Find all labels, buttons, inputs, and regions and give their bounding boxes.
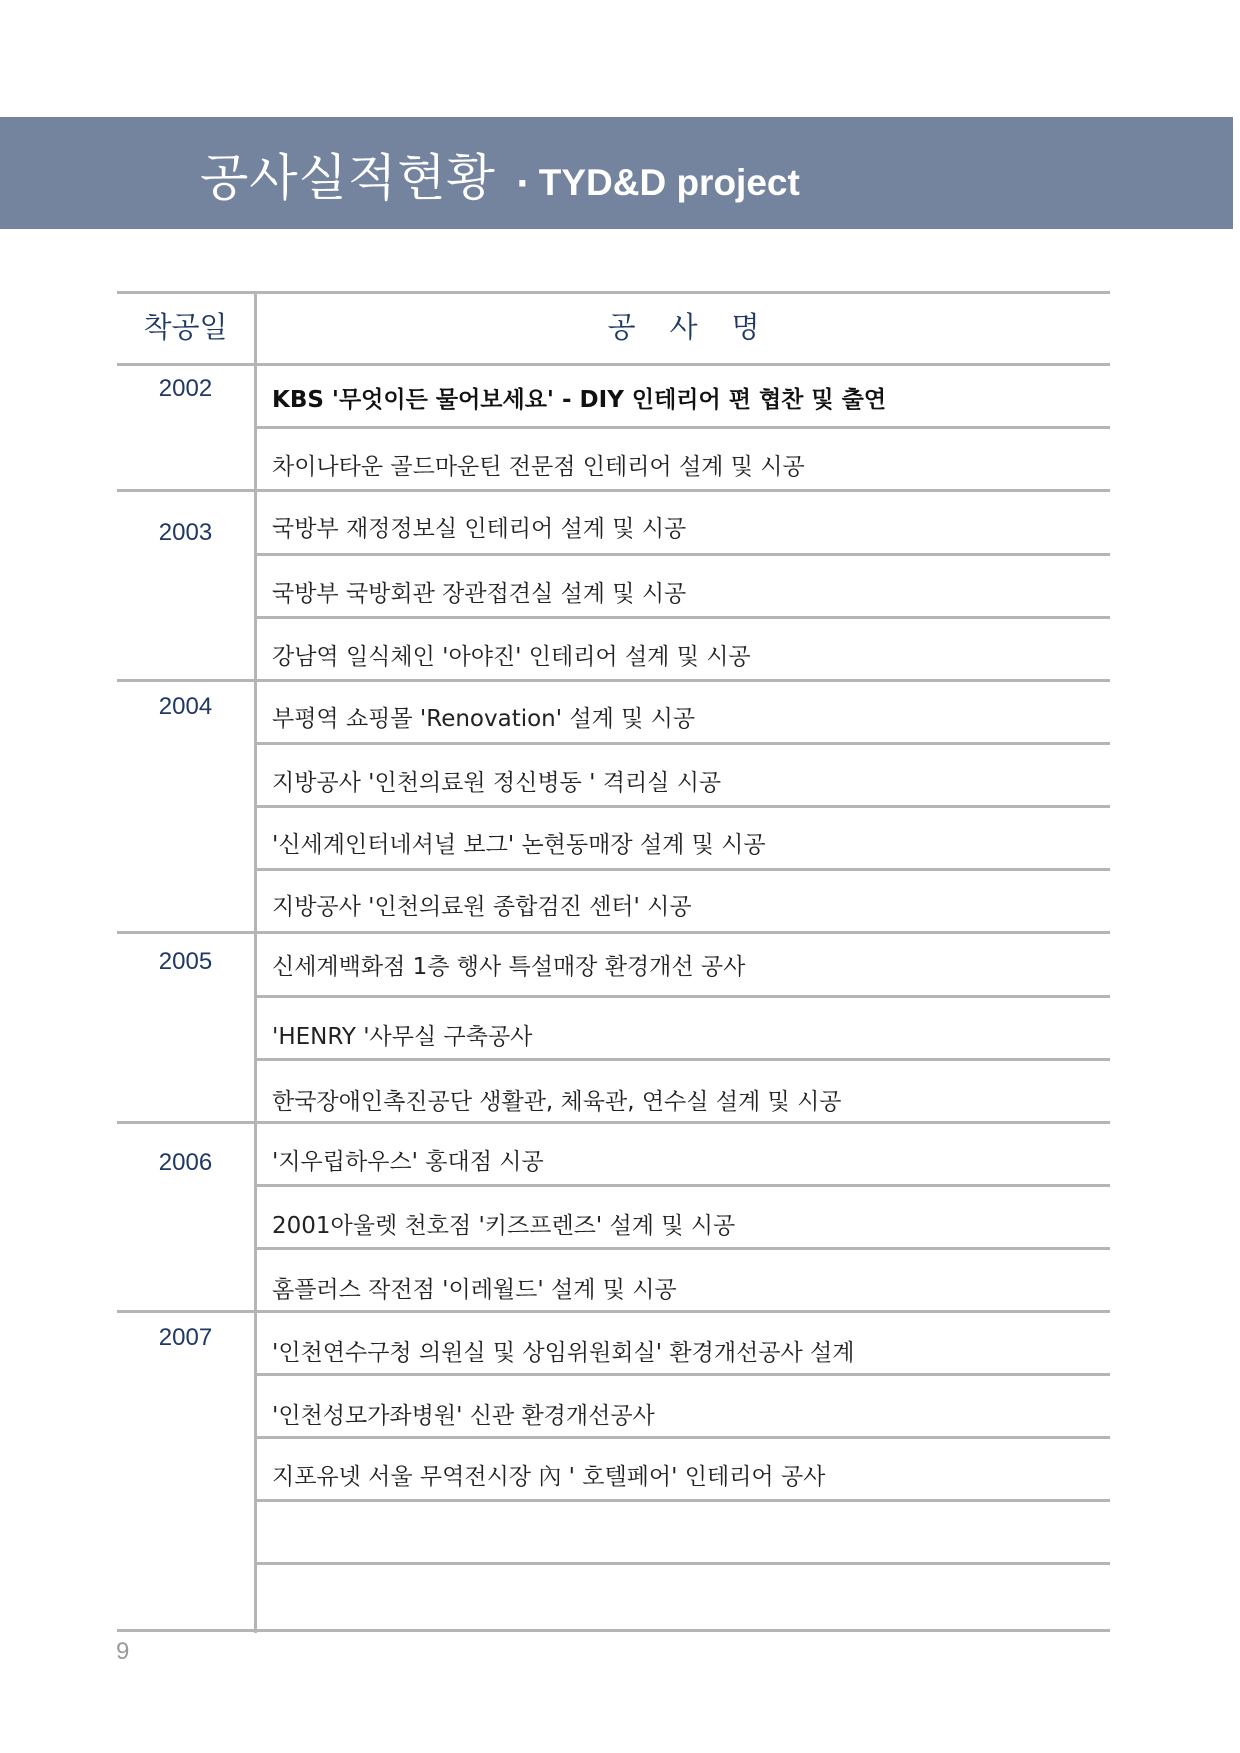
row-rule [254,1247,1110,1250]
page-title [200,138,800,210]
row-rule [254,1373,1110,1376]
year-label: 2006 [158,1149,213,1176]
title-separator: · [515,164,529,204]
row-rule [254,616,1110,619]
row-rule [254,1436,1110,1439]
project-name: 'HENRY '사무실 구축공사 [272,1024,533,1050]
page-number: 9 [116,1638,130,1665]
project-name: 신세계백화점 1층 행사 특설매장 환경개선 공사 [272,954,746,980]
column-divider [254,291,257,1633]
project-name: 강남역 일식체인 '아야진' 인테리어 설계 및 시공 [272,644,751,670]
year-label: 2005 [158,948,213,975]
project-name: 부평역 쇼핑몰 'Renovation' 설계 및 시공 [272,706,696,732]
project-name: '지우립하우스' 홍대점 시공 [272,1149,544,1175]
project-name: '인천연수구청 의원실 및 상임위원회실' 환경개선공사 설계 [272,1340,855,1366]
project-name: 지방공사 '인천의료원 종합검진 센터' 시공 [272,894,692,920]
row-rule [254,1499,1110,1502]
table-bottom-rule [117,1629,1110,1632]
year-rule [117,931,1110,934]
year-rule [117,489,1110,492]
project-name: '인천성모가좌병원' 신관 환경개선공사 [272,1403,655,1429]
year-label: 2007 [158,1324,213,1351]
row-rule [254,995,1110,998]
project-name: '신세계인터네셔널 보그' 논현동매장 설계 및 시공 [272,832,766,858]
row-rule [254,1562,1110,1565]
row-rule [254,426,1110,429]
row-rule [254,868,1110,871]
year-label: 2003 [158,519,213,546]
project-name: 2001아울렛 천호점 '키즈프렌즈' 설계 및 시공 [272,1213,736,1239]
year-label: 2004 [158,693,213,720]
year-rule [117,1121,1110,1124]
header-rule [117,363,1110,366]
project-name: 한국장애인촉진공단 생활관, 체육관, 연수실 설계 및 시공 [272,1089,842,1115]
project-name: 차이나타운 골드마운틴 전문점 인테리어 설계 및 시공 [272,454,805,480]
project-table [117,291,1110,1633]
row-rule [254,1058,1110,1061]
title-korean: 공사실적현황 [200,149,496,207]
year-label: 2002 [158,375,213,402]
table-top-rule [117,291,1110,294]
column-header-date: 착공일 [143,310,228,344]
year-rule [117,1310,1110,1313]
row-rule [254,742,1110,745]
project-name: 지포유넷 서울 무역전시장 內 ' 호텔페어' 인테리어 공사 [272,1464,826,1490]
project-name: 국방부 국방회관 장관접견실 설계 및 시공 [272,581,687,607]
column-header-name: 공사명 [607,310,794,344]
row-rule [254,1184,1110,1187]
project-name: KBS '무엇이든 물어보세요' - DIY 인테리어 편 협찬 및 출연 [272,387,887,413]
year-rule [117,679,1110,682]
title-english: TYD&D project [538,162,800,203]
row-rule [254,553,1110,556]
project-name: 국방부 재정정보실 인테리어 설계 및 시공 [272,516,687,542]
project-name: 지방공사 '인천의료원 정신병동 ' 격리실 시공 [272,770,722,796]
project-name: 홈플러스 작전점 '이레월드' 설계 및 시공 [272,1277,677,1303]
row-rule [254,805,1110,808]
